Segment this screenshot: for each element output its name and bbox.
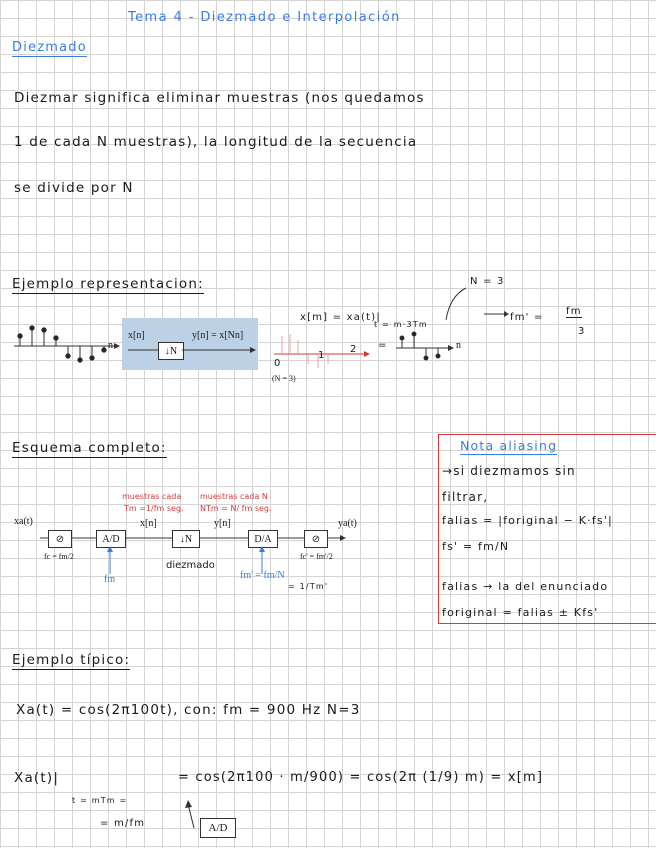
antialias-filter-box: ⊘: [48, 530, 72, 548]
aliasing-note-box: [438, 434, 656, 624]
text-line: se divide por N: [14, 180, 134, 196]
fm-denominator: 3: [578, 326, 586, 337]
note-line: →si diezmamos sin: [442, 464, 576, 478]
fm-clock-label: fm: [104, 574, 116, 585]
xa-label: xa(t): [14, 516, 33, 527]
axis-n-label-2: n: [456, 340, 461, 351]
formula-subscript: t = m·3Tm: [374, 320, 428, 329]
text-line: 1 de cada N muestras), la longitud de la secuencia: [14, 134, 418, 150]
axis-one: 1: [318, 350, 325, 361]
fm-prime-clock-label: fm' = fm/N: [240, 570, 285, 581]
example-line-lhs: Xa(t)|: [14, 770, 60, 786]
note-line: foriginal = falias ± Kfs': [442, 606, 599, 619]
stem-plot-input: [10, 322, 122, 372]
note-line: fs' = fm/N: [442, 540, 510, 553]
example-line-3: = m/fm: [100, 818, 146, 829]
text-line: Diezmar significa eliminar muestras (nos quedamos: [14, 90, 425, 106]
reconstruction-filter-box: ⊘: [304, 530, 328, 548]
section-heading-diezmado: Diezmado: [12, 40, 87, 55]
note-heading: Nota aliasing: [460, 438, 558, 453]
ya-label: ya(t): [338, 518, 357, 529]
da-converter-box: D/A: [248, 530, 278, 548]
example-line-subscript: t = mTm =: [72, 796, 128, 805]
yn-label: y[n]: [214, 518, 231, 529]
section-heading-ejemplo: Ejemplo representacion:: [12, 276, 204, 292]
n-caption: (N = 3): [272, 374, 296, 383]
xn-label: x[n]: [140, 518, 157, 529]
note-line: falias = |foriginal − K·fs'|: [442, 514, 613, 527]
equals-sign: =: [378, 340, 387, 351]
note-line: falias → la del enunciado: [442, 580, 609, 593]
n-equals-label: N = 3: [470, 276, 505, 287]
diezmado-label: diezmado: [166, 560, 215, 571]
axis-zero: 0: [274, 358, 281, 369]
section-heading-esquema: Esquema completo:: [12, 440, 167, 456]
fm-prime-label: fm' =: [510, 312, 544, 323]
muestras-label-1b: Tm =1/fm seg.: [124, 504, 184, 513]
muestras-label-2: muestras cada N: [200, 492, 268, 501]
fc2-label: fc' = fm'/2: [300, 552, 333, 561]
downsample-box-2: ↓N: [172, 530, 200, 548]
downsample-box: ↓N: [158, 342, 184, 360]
section-heading-ejemplo-tipico: Ejemplo típico:: [12, 652, 131, 668]
axis-two: 2: [350, 344, 357, 355]
block-output-label: y[n] = x[Nn]: [192, 330, 244, 341]
muestras-label-2b: NTm = N/ fm seg.: [200, 504, 272, 513]
page-title: Tema 4 - Diezmado e Interpolación: [128, 10, 401, 25]
fm-prime-period: = 1/Tm': [288, 582, 329, 591]
ad-converter-box: A/D: [96, 530, 126, 548]
block-input-label: x[n]: [128, 330, 145, 341]
fc-label: fc = fm/2: [44, 552, 74, 561]
block-arrows: [122, 318, 258, 370]
stem-plot-output: [392, 330, 462, 366]
ad-box-example: A/D: [200, 818, 236, 838]
note-line: filtrar,: [442, 490, 489, 504]
fm-numerator: fm: [566, 306, 582, 317]
example-line: Xa(t) = cos(2π100t), con: fm = 900 Hz N=3: [16, 702, 361, 718]
formula-sampling: x[m] = xa(t)|: [300, 312, 381, 323]
formula-arrows: [440, 284, 510, 326]
example-line-rhs: = cos(2π100 · m/900) = cos(2π (1/9) m) = x[m]: [178, 770, 544, 785]
muestras-label-1: muestras cada: [122, 492, 182, 501]
axis-n-label: n: [108, 340, 113, 351]
